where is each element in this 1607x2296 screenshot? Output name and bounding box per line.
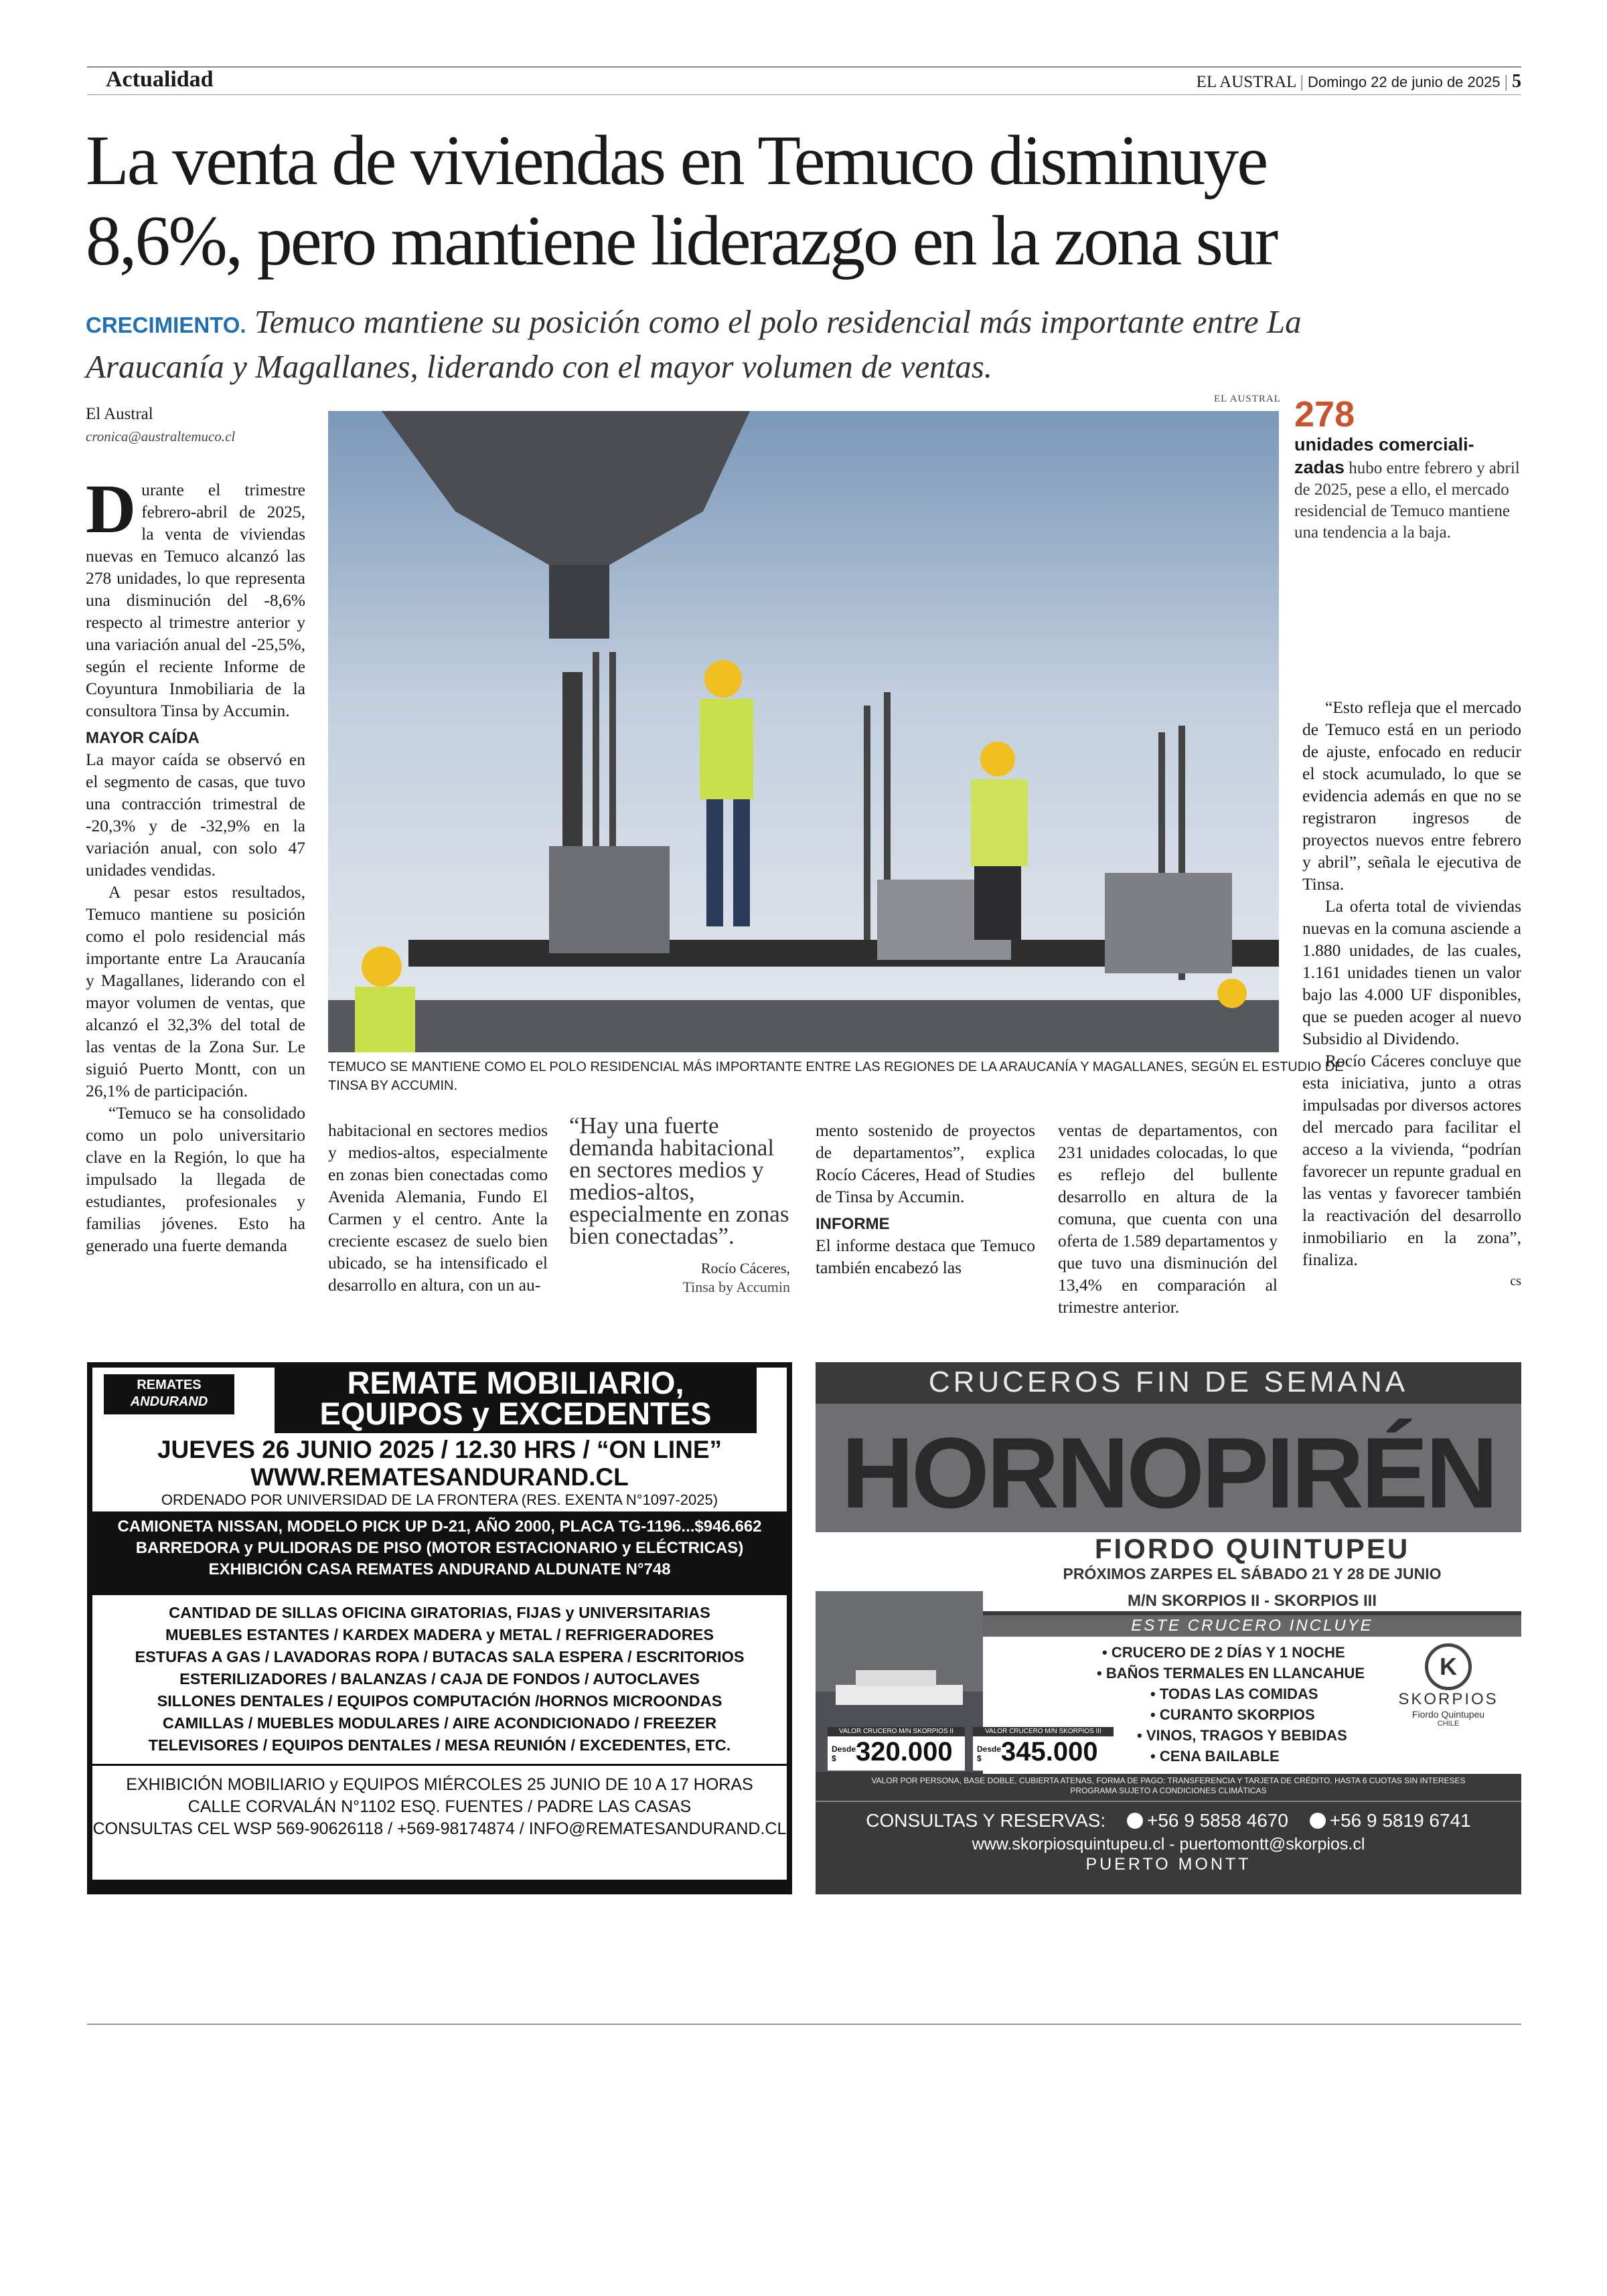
whatsapp-icon	[1310, 1813, 1326, 1829]
headline	[86, 120, 1525, 281]
quote-text: “Hay una fuerte demanda habitacional en sectores medios y medios-altos, especialmente en zonas bien conectadas”.	[569, 1113, 789, 1249]
ad-exhib-line: EXHIBICIÓN MOBILIARIO y EQUIPOS MIÉRCOLES 25 JUNIO DE 10 A 17 HORAS	[126, 1775, 753, 1794]
photo-caption	[328, 1058, 1344, 1095]
deck-kicker: CRECIMIENTO.	[86, 313, 246, 337]
headline-line-1: La venta de viviendas en Temuco disminuye	[86, 121, 1267, 199]
incluye-list: • CRUCERO DE 2 DÍAS Y 1 NOCHE • BAÑOS TERMALES EN LLANCAHUE • TODAS LAS COMIDAS • CURANTO SKORPIOS • VINOS, TRAGOS Y BEBIDAS • CENA BAILABLE	[1097, 1644, 1365, 1765]
price-label: VALOR CRUCERO M/N SKORPIOS III	[973, 1727, 1114, 1736]
photo-credit: EL AUSTRAL	[1214, 394, 1281, 404]
ad-contact-line	[816, 1809, 1521, 1832]
incluye-bar: ESTE CRUCERO INCLUYE	[983, 1615, 1521, 1637]
header-rule-bottom	[87, 94, 1521, 95]
price-label: VALOR CRUCERO M/N SKORPIOS II	[828, 1727, 965, 1736]
stat-bold: unidades comerciali-zadas	[1294, 434, 1474, 477]
paragraph: “Temuco se ha consolidado como un polo universitario clave en la Región, lo que ha impulsado la llegada de estudiantes, profesionales y familias jóvenes. Esto ha generado una fuerte demanda	[86, 1103, 305, 1255]
caption-line-1: TEMUCO SE MANTIENE COMO EL POLO RESIDENCIAL MÁS IMPORTANTE ENTRE LAS REGIONES DE LA ARAUCANÍA Y MAGALLANES, SEGÚN EL ESTUDIO DE	[328, 1060, 1344, 1074]
ad-list-line: ESTUFAS A GAS / LAVADORAS ROPA / BUTACAS SALA ESPERA / ESCRITORIOS	[135, 1648, 745, 1665]
ad-item-list	[92, 1602, 787, 1756]
deck-line-2: Araucanía y Magallanes, liderando con el mayor volumen de ventas.	[86, 348, 993, 385]
paper-name: EL AUSTRAL	[1196, 73, 1296, 91]
consultas-label: CONSULTAS Y RESERVAS:	[866, 1810, 1106, 1831]
article-column-4	[1058, 1119, 1278, 1318]
page-bottom-rule	[87, 2024, 1521, 2025]
paragraph: A pesar estos resultados, Temuco mantiene su posición como el polo residencial más importante entre La Araucanía y Magallanes, liderando con el mayor volumen de ventas, que alcanzó el 32,3% del total de las ventas de la Zona Sur. Le siguió Puerto Montt, con un 26,1% de participación.	[86, 882, 305, 1100]
stat-text-block	[1294, 434, 1522, 544]
ad-black-block	[92, 1516, 787, 1580]
ad-title-line-1: REMATE MOBILIARIO,	[347, 1365, 684, 1400]
section-label: Actualidad	[106, 67, 214, 92]
stat-number: 278	[1294, 394, 1355, 434]
ad-webs: www.skorpiosquintupeu.cl - puertomontt@skorpios.cl	[972, 1835, 1365, 1854]
fine-line: VALOR POR PERSONA, BASE DOBLE, CUBIERTA ATENAS, FORMA DE PAGO: TRANSFERENCIA Y TARJETA DE CRÉDITO, HASTA 6 CUOTAS SIN INTERESES	[871, 1776, 1466, 1785]
paragraph: “Esto refleja que el mercado de Temuco está en un periodo de ajuste, enfocado en reducir el stock acumulado, lo que se evidencia además en que no se registraron ingresos de proyectos nuevos entre febrero y abril”, señala le ejecutiva de Tinsa.	[1302, 698, 1521, 894]
price-value: 345.000	[1001, 1737, 1098, 1767]
end-mark: cs	[1510, 1274, 1521, 1289]
ad-title	[275, 1365, 757, 1433]
paragraph: mento sostenido de proyectos de departamentos”, explica Rocío Cáceres, Head of Studies de Tinsa by Accumin.	[816, 1121, 1035, 1206]
paragraph: Rocío Cáceres concluye que esta iniciativa, junto a otras impulsadas por diversos actores del mercado para facilitar el acceso a la vivienda, “podrían favorecer un repunte gradual en las ventas y favorecer también la reactivación del desarrollo inmobiliario en la zona”, finaliza.	[1302, 1051, 1521, 1269]
article-column-2	[328, 1119, 548, 1296]
logo-line-2: ANDURAND	[130, 1394, 208, 1409]
ad-list-line: MUEBLES ESTANTES / KARDEX MADERA y METAL / REFRIGERADORES	[165, 1626, 714, 1643]
ad-list-line: CANTIDAD DE SILLAS OFICINA GIRATORIAS, FIJAS y UNIVERSITARIAS	[169, 1604, 710, 1621]
price-from: Desde $	[977, 1744, 1002, 1763]
whatsapp-icon	[1127, 1813, 1143, 1829]
fine-line: PROGRAMA SUJETO A CONDICIONES CLIMÁTICAS	[1070, 1786, 1267, 1795]
ad-ordered-by: ORDENADO POR UNIVERSIDAD DE LA FRONTERA (RES. EXENTA N°1097-2025)	[161, 1491, 718, 1508]
skorpios-logo	[1385, 1643, 1512, 1728]
subhead-mayor-caida: MAYOR CAÍDA	[86, 729, 200, 747]
ad-exhib-line: CONSULTAS CEL WSP 569-90626118 / +569-98174874 / INFO@REMATESANDURAND.CL	[92, 1819, 787, 1838]
ad-list-line: ESTERILIZADORES / BALANZAS / CAJA DE FONDOS / AUTOCLAVES	[179, 1670, 700, 1688]
incluye-item: BAÑOS TERMALES EN LLANCAHUE	[1105, 1665, 1365, 1682]
pull-quote	[569, 1115, 790, 1297]
ad-exhibition	[92, 1774, 787, 1840]
issue-date: Domingo 22 de junio de 2025	[1308, 74, 1501, 90]
incluye-item: CRUCERO DE 2 DÍAS Y 1 NOCHE	[1111, 1644, 1345, 1661]
incluye-item: VINOS, TRAGOS Y BEBIDAS	[1146, 1727, 1347, 1744]
incluye-item: CENA BAILABLE	[1159, 1748, 1280, 1765]
paragraph: habitacional en sectores medios y medios-altos, especialmente en zonas bien conectadas como Avenida Alemania, Fundo El Carmen y el centro. Ante la creciente escasez de suelo bien ubicado, se ha intensificado el desarrollo en altura, con un au-	[328, 1121, 548, 1295]
quote-name: Rocío Cáceres,	[700, 1260, 790, 1277]
ad-list-line: TELEVISORES / EQUIPOS DENTALES / MESA REUNIÓN / EXCEDENTES, ETC.	[148, 1736, 731, 1754]
price-value: 320.000	[856, 1737, 953, 1767]
logo-line-1: REMATES	[137, 1378, 202, 1392]
brand-country: CHILE	[1437, 1720, 1460, 1728]
ad-fine-print	[816, 1776, 1521, 1796]
ad-black-line: EXHIBICIÓN CASA REMATES ANDURAND ALDUNATE N°748	[208, 1560, 671, 1578]
ad-list-line: SILLONES DENTALES / EQUIPOS COMPUTACIÓN /HORNOS MICROONDAS	[157, 1692, 722, 1710]
helm-icon: K	[1425, 1643, 1472, 1690]
paragraph: La oferta total de viviendas nuevas en la comuna asciende a 1.880 unidades, de las cuales, 1.161 unidades tienen un valor bajo las 4.000 UF disponibles, que se pueden acoger al nuevo Subsidio al Dividendo.	[1302, 896, 1521, 1048]
byline-email: cronica@australtemuco.cl	[86, 428, 236, 444]
stat-text: hubo entre febrero y abril de 2025, pese a ello, el mercado residencial de Temuco mantiene una tendencia a la baja.	[1294, 459, 1520, 542]
article-column-5	[1302, 696, 1521, 1293]
zarpes-line: PRÓXIMOS ZARPES EL SÁBADO 21 Y 28 DE JUNIO	[1063, 1565, 1442, 1582]
paragraph: ventas de departamentos, con 231 unidades colocadas, lo que es reflejo del bullente desarrollo en altura de la comuna, que cuenta con una oferta de 1.589 departamentos y que tuvo una disminución del 13,4% en comparación al trimestre anterior.	[1058, 1121, 1278, 1317]
subhead-informe: INFORME	[816, 1215, 890, 1233]
paragraph: El informe destaca que Temuco también encabezó las	[816, 1236, 1035, 1277]
construction-photo	[328, 411, 1279, 1052]
ad-rule	[816, 1801, 1521, 1802]
lead-paragraph: urante el trimestre febrero-abril de 2025, la venta de viviendas nuevas en Temuco alcanzó las 278 unidades, lo que representa una disminución del -8,6% respecto al trimestre anterior y una variación anual del -25,5%, según el reciente Informe de Coyuntura Inmobiliaria de la consultora Tinsa by Accumin.	[86, 480, 305, 720]
drop-cap: D	[86, 471, 137, 548]
ad-city: PUERTO MONTT	[1085, 1855, 1251, 1874]
headline-line-2: 8,6%, pero mantiene liderazgo en la zona sur	[86, 201, 1277, 280]
incluye-item: TODAS LAS COMIDAS	[1159, 1686, 1318, 1702]
ad-date-line: JUEVES 26 JUNIO 2025 / 12.30 HRS / “ON LINE”	[157, 1436, 722, 1463]
ad-exhib-line: CALLE CORVALÁN N°1102 ESQ. FUENTES / PADRE LAS CASAS	[187, 1797, 692, 1816]
ad-divider	[92, 1764, 787, 1766]
price-box-1	[828, 1727, 965, 1771]
article-column-1	[86, 471, 305, 1256]
hornopiren-letters: HORNOPIRÉN	[841, 1416, 1496, 1529]
deck	[86, 301, 1525, 388]
page-header: EL AUSTRAL | Domingo 22 de junio de 2025 | 5	[1196, 71, 1521, 92]
ad-footer: MARCELO ANDURAND RÜTH / MARTILLERO PÚBLICO N°1003	[149, 1862, 731, 1883]
remates-logo	[104, 1374, 234, 1414]
ad-website: WWW.REMATESANDURAND.CL	[250, 1463, 629, 1491]
brand-sub: Fiordo Quintupeu	[1411, 1709, 1485, 1720]
ad-remates-andurand	[87, 1362, 792, 1894]
ad-black-line: BARREDORA y PULIDORAS DE PISO (MOTOR ESTACIONARIO y ELÉCTRICAS)	[135, 1539, 744, 1557]
phone-1: +56 9 5858 4670	[1146, 1810, 1288, 1831]
brand-name: SKORPIOS	[1398, 1690, 1499, 1708]
incluye-item: CURANTO SKORPIOS	[1159, 1706, 1315, 1723]
fiordo-title: FIORDO QUINTUPEU	[1094, 1533, 1410, 1564]
ad-skorpios-cruceros	[816, 1362, 1521, 1894]
caption-line-2: TINSA BY ACCUMIN.	[328, 1078, 458, 1093]
price-from: Desde $	[832, 1744, 856, 1763]
ships-line: M/N SKORPIOS II - SKORPIOS III	[983, 1591, 1521, 1611]
phone-2: +56 9 5819 6741	[1329, 1810, 1471, 1831]
paragraph: La mayor caída se observó en el segmento de casas, que tuvo una contracción trimestral de -20,3% y de -32,9% en la variación anual, con solo 47 unidades vendidas.	[86, 750, 305, 880]
price-box-2	[973, 1727, 1114, 1771]
ad-black-line: CAMIONETA NISSAN, MODELO PICK UP D-21, AÑO 2000, PLACA TG-1196...$946.662	[117, 1518, 762, 1536]
header-rule-top	[87, 66, 1521, 68]
ad-title-line-2: EQUIPOS y EXCEDENTES	[319, 1396, 712, 1431]
stat-box	[1294, 395, 1522, 544]
quote-org: Tinsa by Accumin	[682, 1279, 790, 1295]
page-number: 5	[1512, 71, 1521, 92]
byline-author: El Austral	[86, 405, 153, 423]
ad-list-line: CAMILLAS / MUEBLES MODULARES / AIRE ACONDICIONADO / FREEZER	[162, 1714, 717, 1732]
cruise-top-title: CRUCEROS FIN DE SEMANA	[928, 1366, 1409, 1398]
article-column-3	[816, 1119, 1035, 1279]
deck-line-1: Temuco mantiene su posición como el polo residencial más importante entre La	[254, 303, 1302, 340]
